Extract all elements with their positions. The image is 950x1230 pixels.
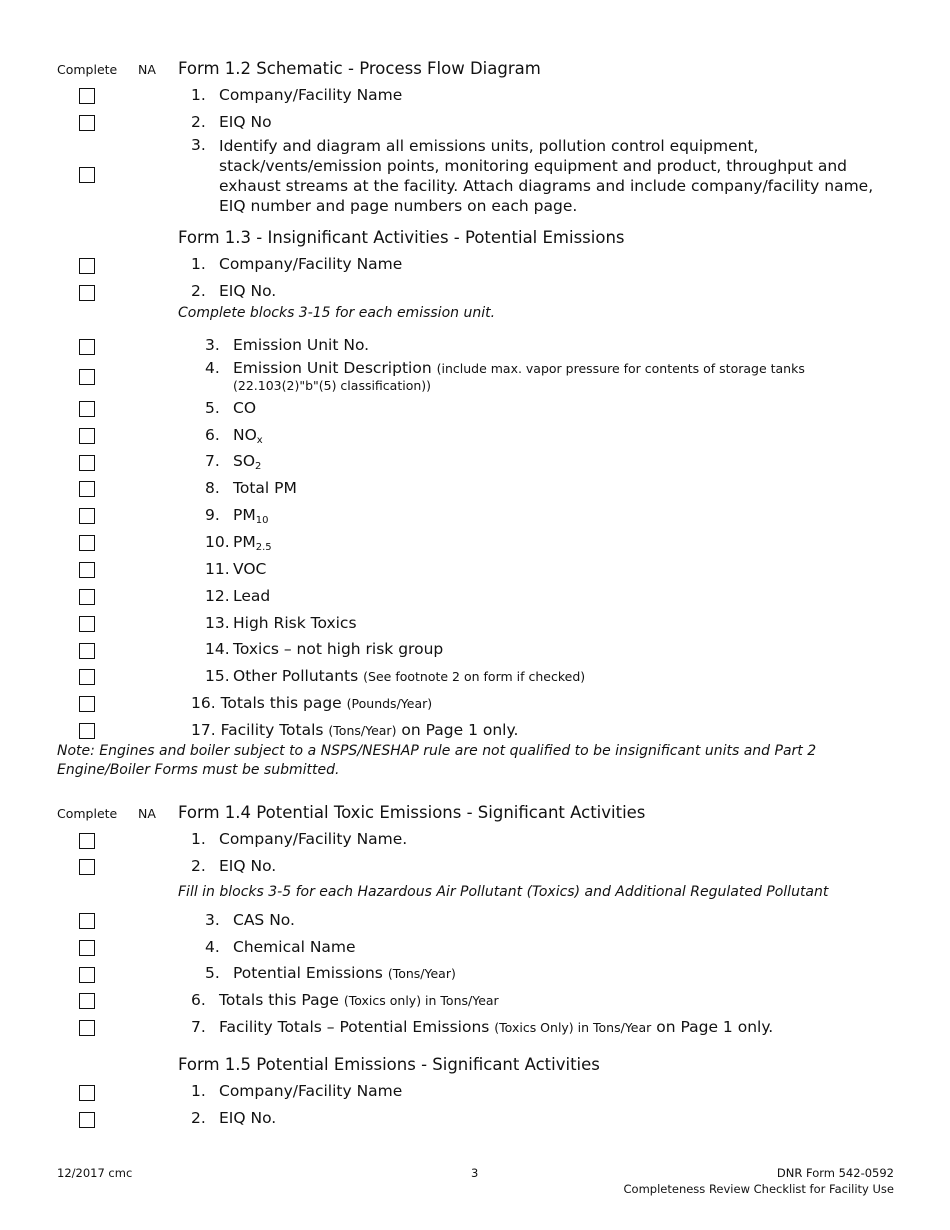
checkbox-1-2-item-3[interactable] [79,167,95,183]
complete-column-header-2: Complete [57,806,118,821]
form-1-3-block-5: 5. CO [205,399,257,417]
form-1-4-title: Form 1.4 Potential Toxic Emissions - Significant Activities [178,803,646,822]
na-column-header: NA [138,62,156,77]
checkbox-1-3-block-4[interactable] [79,369,95,385]
checkbox-1-4-block-3[interactable] [79,913,95,929]
checkbox-1-3-block-8[interactable] [79,481,95,497]
checkbox-1-3-block-10[interactable] [79,535,95,551]
form-1-5-item-2: 2. EIQ No. [191,1109,277,1127]
form-1-3-block-14: 14. Toxics – not high risk group [205,640,444,658]
checkbox-1-3-block-3[interactable] [79,339,95,355]
form-1-4-block-4: 4. Chemical Name [205,938,356,956]
checkbox-1-3-block-7[interactable] [79,455,95,471]
form-1-3-block-6: 6. $NO_x$ [205,426,263,446]
checkbox-1-3-block-15[interactable] [79,669,95,685]
form-1-3-block-7: 7. $SO_2$ [205,452,262,472]
form-1-3-note-line-2: Engine/Boiler Forms must be submitted. [57,762,340,778]
footer-form-title: Completeness Review Checklist for Facility Use [623,1182,894,1196]
form-1-4-item-6: 6. Totals this Page (Toxics only) in Tons/Year [191,991,499,1009]
form-1-3-block-4-note-cont: (22.103(2)"b"(5) classification)) [233,378,432,393]
footer-form-number: DNR Form 542-0592 [776,1166,894,1180]
checkbox-1-5-item-2[interactable] [79,1112,95,1128]
checkbox-1-5-item-1[interactable] [79,1085,95,1101]
checkbox-1-4-item-6[interactable] [79,993,95,1009]
form-1-3-block-15: 15. Other Pollutants (See footnote 2 on form if checked) [205,667,586,685]
checkbox-1-4-item-2[interactable] [79,859,95,875]
checkbox-1-3-block-14[interactable] [79,643,95,659]
form-1-3-block-11: 11. VOC [205,560,267,578]
checkbox-1-2-item-2[interactable] [79,115,95,131]
checkbox-1-3-block-11[interactable] [79,562,95,578]
form-1-2-title: Form 1.2 Schematic - Process Flow Diagram [178,59,541,78]
checkbox-1-3-item-17[interactable] [79,723,95,739]
form-1-3-block-12: 12. Lead [205,587,271,605]
form-1-3-block-4: 4. Emission Unit Description (include max. vapor pressure for contents of storage tanks [205,359,805,377]
form-1-5-item-1: 1. Company/Facility Name [191,1082,403,1100]
form-1-3-note-line-1: Note: Engines and boiler subject to a NSPS/NESHAP rule are not qualified to be insignificant units and Part 2 [57,743,817,759]
form-1-4-instruction: Fill in blocks 3-5 for each Hazardous Air Pollutant (Toxics) and Additional Regulated Pollutant [178,884,829,900]
checkbox-1-3-block-12[interactable] [79,589,95,605]
checkbox-1-4-item-1[interactable] [79,833,95,849]
checkbox-1-3-item-2[interactable] [79,285,95,301]
checkbox-1-4-item-7[interactable] [79,1020,95,1036]
form-1-3-item-2: 2. EIQ No. [191,282,277,300]
checkbox-1-2-item-1[interactable] [79,88,95,104]
form-1-4-item-2: 2. EIQ No. [191,857,277,875]
form-1-4-item-1: 1. Company/Facility Name. [191,830,408,848]
checkbox-1-3-item-1[interactable] [79,258,95,274]
form-1-2-item-1: 1. Company/Facility Name [191,86,403,104]
form-1-3-instruction: Complete blocks 3-15 for each emission unit. [178,305,496,321]
form-1-2-item-3: Identify and diagram all emissions units, pollution control equipment, stack/vents/emission points, monitoring equipment and product, throughput and exhaust streams at the facility. Attach diagrams and include company/facility name, EIQ number and page numbers on each page. [219,137,874,215]
checkbox-1-3-block-9[interactable] [79,508,95,524]
checkbox-1-3-item-16[interactable] [79,696,95,712]
form-1-3-block-9: 9. $PM_{10}$ [205,506,269,526]
footer-page-number: 3 [471,1166,479,1180]
na-column-header-2: NA [138,806,156,821]
form-1-2-item-3-number: 3. [191,136,206,154]
form-1-3-block-13: 13. High Risk Toxics [205,614,357,632]
complete-column-header: Complete [57,62,118,77]
checkbox-1-4-block-4[interactable] [79,940,95,956]
checkbox-1-4-block-5[interactable] [79,967,95,983]
footer-date: 12/2017 cmc [57,1166,133,1180]
form-1-3-item-16: 16. Totals this page (Pounds/Year) [191,694,433,712]
checkbox-1-3-block-13[interactable] [79,616,95,632]
form-1-4-block-3: 3. CAS No. [205,911,295,929]
form-1-3-item-17: 17. Facility Totals (Tons/Year) on Page 1 only. [191,721,519,739]
checkbox-1-3-block-6[interactable] [79,428,95,444]
form-1-2-item-2: 2. EIQ No [191,113,272,131]
form-1-3-block-3: 3. Emission Unit No. [205,336,370,354]
form-1-3-title: Form 1.3 - Insignificant Activities - Potential Emissions [178,228,625,247]
form-1-3-block-8: 8. Total PM [205,479,297,497]
form-1-5-title: Form 1.5 Potential Emissions - Significant Activities [178,1055,600,1074]
form-1-3-block-10: 10. $PM_{2.5}$ [205,533,272,553]
checkbox-1-3-block-5[interactable] [79,401,95,417]
form-1-4-item-7: 7. Facility Totals – Potential Emissions (Toxics Only) in Tons/Year on Page 1 only. [191,1018,774,1036]
form-1-4-block-5: 5. Potential Emissions (Tons/Year) [205,964,456,982]
form-1-3-item-1: 1. Company/Facility Name [191,255,403,273]
